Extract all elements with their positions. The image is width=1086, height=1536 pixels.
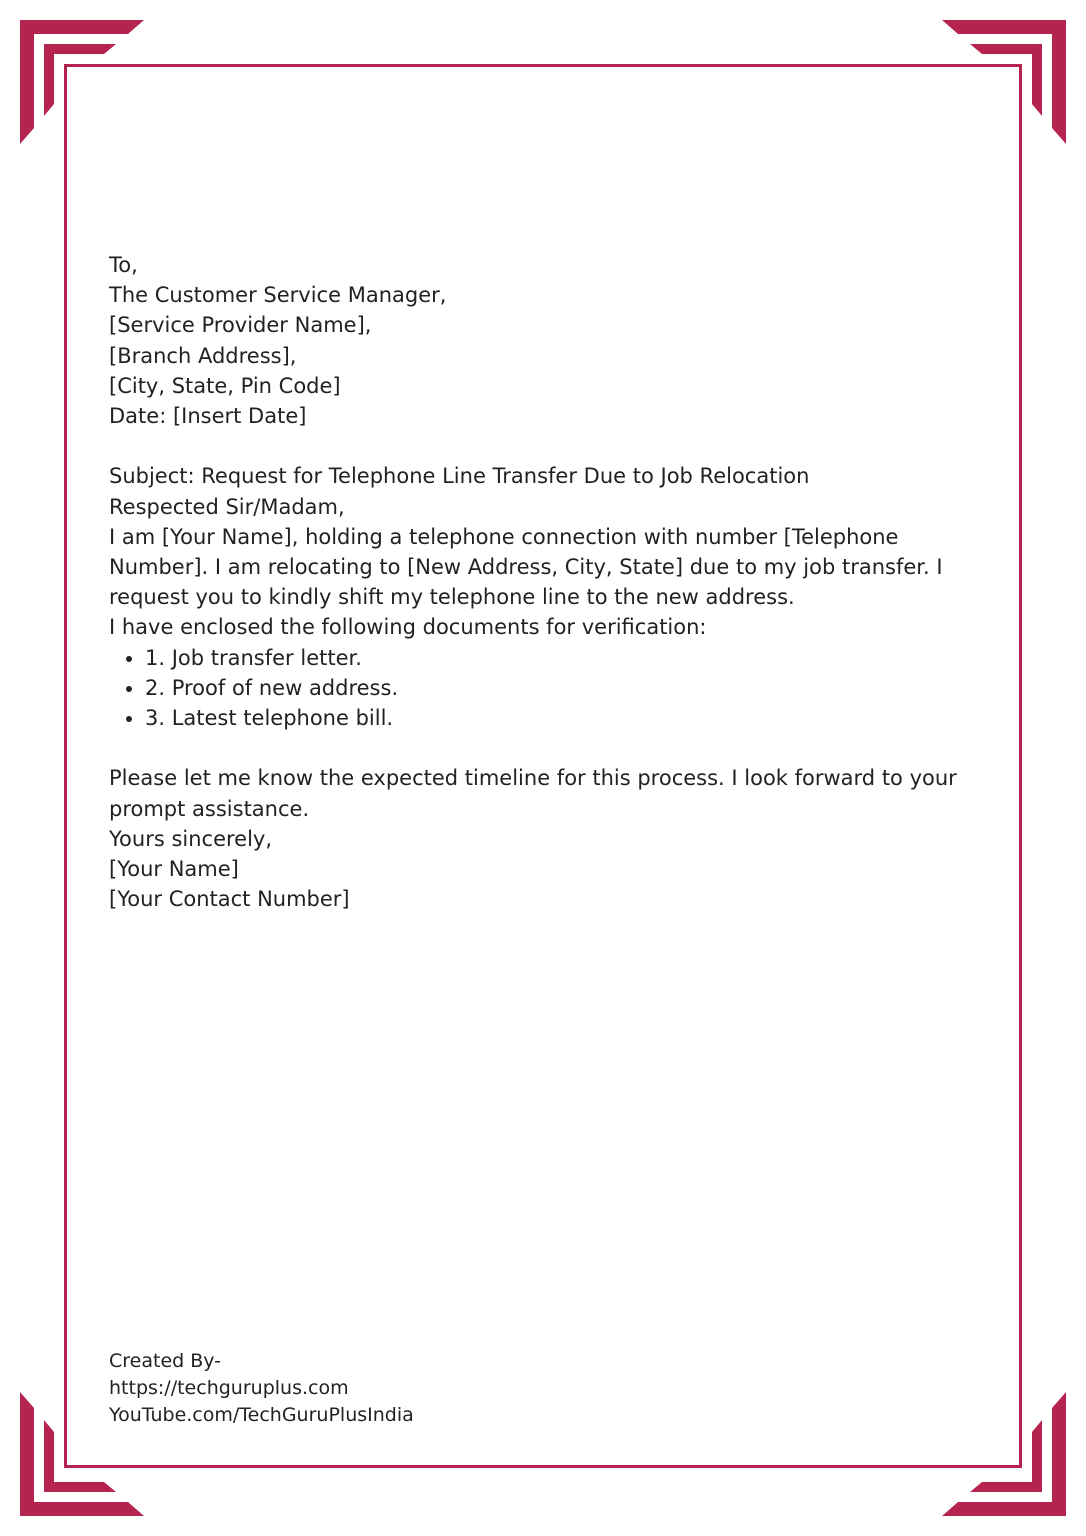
- subject-line: Subject: Request for Telephone Line Transfer Due to Job Relocation: [109, 464, 810, 489]
- list-item: • 1. Job transfer letter.: [145, 643, 989, 673]
- list-item: • 3. Latest telephone bill.: [145, 703, 989, 733]
- credits-footer: [109, 1348, 414, 1429]
- documents-list: [109, 643, 989, 734]
- address-line: To,: [109, 253, 138, 277]
- address-line: [City, State, Pin Code]: [109, 373, 341, 398]
- created-by-label: Created By-: [109, 1350, 222, 1372]
- body-paragraph: I am [Your Name], holding a telephone connection with number [Telephone Number]. I am relocating to [New Address, City, State] due to my job transfer. I request you to kindly shift my telephone line to the new address.: [109, 524, 943, 610]
- youtube-link[interactable]: YouTube.com/TechGuruPlusIndia: [109, 1404, 414, 1426]
- enclosure-intro: I have enclosed the following documents for verification:: [109, 615, 707, 640]
- date-line: Date: [Insert Date]: [109, 404, 307, 429]
- address-line: [Branch Address],: [109, 343, 297, 368]
- sender-contact: [Your Contact Number]: [109, 887, 350, 912]
- salutation: Respected Sir/Madam,: [109, 494, 345, 519]
- closing-paragraph: Please let me know the expected timeline for this process. I look forward to your prompt assistance.: [109, 766, 957, 821]
- address-line: The Customer Service Manager,: [109, 283, 447, 308]
- recipient-address-block: [109, 250, 989, 431]
- letter-body: [109, 250, 989, 914]
- address-line: [Service Provider Name],: [109, 313, 372, 338]
- sign-off-line: Yours sincerely,: [109, 826, 273, 851]
- website-link[interactable]: https://techguruplus.com: [109, 1377, 349, 1399]
- sign-off-block: [109, 824, 989, 915]
- list-item: • 2. Proof of new address.: [145, 673, 989, 703]
- sender-name: [Your Name]: [109, 857, 239, 882]
